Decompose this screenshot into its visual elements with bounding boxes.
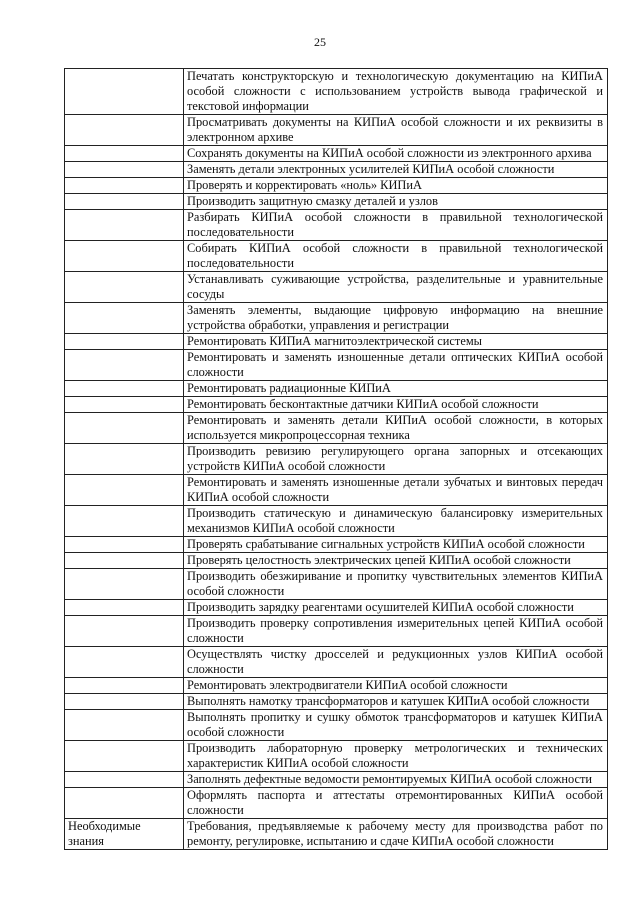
table-row (65, 788, 608, 819)
row-category-cell (65, 381, 184, 397)
row-category-cell (65, 241, 184, 272)
row-text-cell: Собирать КИПиА особой сложности в правильной технологической последовательности (184, 241, 608, 272)
table-row (65, 819, 608, 850)
row-category-cell (65, 741, 184, 772)
row-category-cell (65, 537, 184, 553)
table-row (65, 741, 608, 772)
row-category-cell (65, 350, 184, 381)
table-row (65, 616, 608, 647)
row-text-cell: Ремонтировать радиационные КИПиА (184, 381, 608, 397)
row-text-cell: Ремонтировать электродвигатели КИПиА особой сложности (184, 678, 608, 694)
row-category-cell (65, 272, 184, 303)
row-text-cell: Осуществлять чистку дросселей и редукционных узлов КИПиА особой сложности (184, 647, 608, 678)
row-text-cell: Ремонтировать и заменять изношенные детали оптических КИПиА особой сложности (184, 350, 608, 381)
row-category-cell (65, 772, 184, 788)
table-row (65, 350, 608, 381)
row-text-cell: Производить защитную смазку деталей и узлов (184, 194, 608, 210)
table-row (65, 444, 608, 475)
row-category-cell (65, 397, 184, 413)
row-text-cell: Заменять детали электронных усилителей КИПиА особой сложности (184, 162, 608, 178)
table-row (65, 241, 608, 272)
row-text-cell: Производить обезжиривание и пропитку чувствительных элементов КИПиА особой сложности (184, 569, 608, 600)
table-row (65, 506, 608, 537)
row-category-cell (65, 788, 184, 819)
row-text-cell: Требования, предъявляемые к рабочему месту для производства работ по ремонту, регулировке, испытанию и сдаче КИПиА особой сложности (184, 819, 608, 850)
table-row (65, 475, 608, 506)
row-category-cell (65, 146, 184, 162)
table-row (65, 413, 608, 444)
table-row (65, 647, 608, 678)
row-text-cell: Проверять срабатывание сигнальных устройств КИПиА особой сложности (184, 537, 608, 553)
row-text-cell: Выполнять пропитку и сушку обмоток трансформаторов и катушек КИПиА особой сложности (184, 710, 608, 741)
row-text-cell: Проверять целостность электрических цепей КИПиА особой сложности (184, 553, 608, 569)
row-text-cell: Ремонтировать и заменять детали КИПиА особой сложности, в которых используется микропроцессорная техника (184, 413, 608, 444)
table-row (65, 381, 608, 397)
row-category-cell (65, 162, 184, 178)
table-row (65, 678, 608, 694)
row-category-cell (65, 334, 184, 350)
row-category-cell (65, 194, 184, 210)
row-category-cell (65, 303, 184, 334)
row-text-cell: Производить проверку сопротивления измерительных цепей КИПиА особой сложности (184, 616, 608, 647)
table-row (65, 272, 608, 303)
table-row (65, 537, 608, 553)
row-text-cell: Проверять и корректировать «ноль» КИПиА (184, 178, 608, 194)
table-row (65, 772, 608, 788)
row-text-cell: Производить ревизию регулирующего органа запорных и отсекающих устройств КИПиА особой сложности (184, 444, 608, 475)
table-row (65, 694, 608, 710)
row-category-cell (65, 678, 184, 694)
row-text-cell: Ремонтировать КИПиА магнитоэлектрической системы (184, 334, 608, 350)
table-row (65, 303, 608, 334)
table-row (65, 115, 608, 146)
row-category-cell (65, 444, 184, 475)
row-category-cell (65, 553, 184, 569)
row-text-cell: Производить лабораторную проверку метрологических и технических характеристик КИПиА особой сложности (184, 741, 608, 772)
row-category-cell (65, 600, 184, 616)
row-text-cell: Разбирать КИПиА особой сложности в правильной технологической последовательности (184, 210, 608, 241)
table-row (65, 569, 608, 600)
page-number: 25 (314, 35, 326, 49)
row-category-cell (65, 647, 184, 678)
table-row (65, 334, 608, 350)
row-category-cell (65, 506, 184, 537)
row-category-cell (65, 210, 184, 241)
table-row (65, 600, 608, 616)
table-row (65, 162, 608, 178)
table-row (65, 710, 608, 741)
table-row (65, 553, 608, 569)
row-text-cell: Оформлять паспорта и аттестаты отремонтированных КИПиА особой сложности (184, 788, 608, 819)
table-row (65, 146, 608, 162)
row-text-cell: Устанавливать суживающие устройства, разделительные и уравнительные сосуды (184, 272, 608, 303)
row-category-cell (65, 569, 184, 600)
row-text-cell: Ремонтировать и заменять изношенные детали зубчатых и винтовых передач КИПиА особой сложности (184, 475, 608, 506)
row-text-cell: Производить зарядку реагентами осушителей КИПиА особой сложности (184, 600, 608, 616)
row-category-cell (65, 69, 184, 115)
row-text-cell: Ремонтировать бесконтактные датчики КИПиА особой сложности (184, 397, 608, 413)
row-text-cell: Заменять элементы, выдающие цифровую информацию на внешние устройства обработки, управления и регистрации (184, 303, 608, 334)
table-row (65, 194, 608, 210)
row-category-cell (65, 694, 184, 710)
row-category-cell (65, 413, 184, 444)
table-row (65, 397, 608, 413)
table-row (65, 210, 608, 241)
row-text-cell: Печатать конструкторскую и технологическую документацию на КИПиА особой сложности с использованием устройств вывода графической и текстовой информации (184, 69, 608, 115)
table-row (65, 178, 608, 194)
row-text-cell: Производить статическую и динамическую балансировку измерительных механизмов КИПиА особой сложности (184, 506, 608, 537)
row-text-cell: Просматривать документы на КИПиА особой сложности и их реквизиты в электронном архиве (184, 115, 608, 146)
row-category-cell (65, 616, 184, 647)
requirements-table (64, 68, 608, 850)
row-category-cell (65, 710, 184, 741)
table-row (65, 69, 608, 115)
row-category-cell: Необходимые знания (65, 819, 184, 850)
table-body (65, 69, 608, 850)
row-category-cell (65, 475, 184, 506)
row-text-cell: Выполнять намотку трансформаторов и катушек КИПиА особой сложности (184, 694, 608, 710)
row-category-cell (65, 115, 184, 146)
row-text-cell: Заполнять дефектные ведомости ремонтируемых КИПиА особой сложности (184, 772, 608, 788)
row-category-cell (65, 178, 184, 194)
row-text-cell: Сохранять документы на КИПиА особой сложности из электронного архива (184, 146, 608, 162)
